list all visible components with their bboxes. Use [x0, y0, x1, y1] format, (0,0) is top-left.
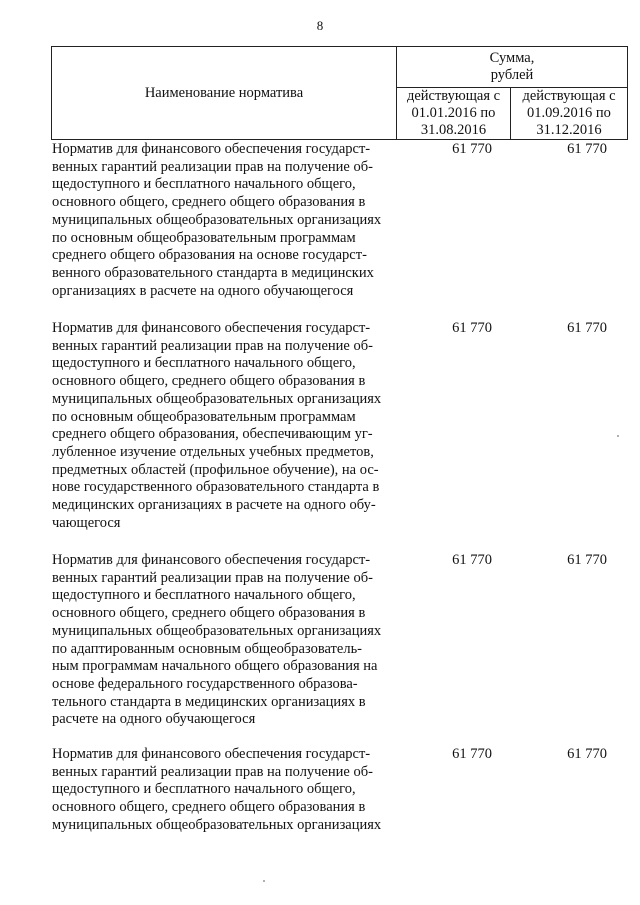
header-period1-cell: [397, 88, 511, 140]
header-name-label: Наименование норматива: [144, 84, 304, 101]
header-period2-cell: [511, 88, 628, 140]
scan-speck: [263, 880, 265, 882]
table-row: [52, 320, 632, 535]
value-period2: 61 770: [567, 320, 607, 336]
value-period1: 61 770: [452, 552, 492, 568]
value-period1: 61 770: [452, 141, 492, 157]
value-period2: 61 770: [567, 141, 607, 157]
header-sum-label: Сумма, рублей: [489, 50, 535, 83]
value-period2: 61 770: [567, 746, 607, 762]
norm-name: Норматив для финансового обеспечения государст- венных гарантий реализации прав на получение об- щедоступного и бесплатного начального общего, основного общего, среднего общего образования в муниципальных общеобразовательных организациях по основным общеобразовательным программам среднего общего образования на основе государст- венного образовательного стандарта в медицинских организациях в расчете на одного обучающегося: [52, 141, 382, 299]
header-period2-label: действующая с 01.09.2016 по 31.12.2016: [522, 88, 616, 138]
value-period1: 61 770: [452, 320, 492, 336]
header-name-cell: [52, 47, 397, 140]
table-header: [51, 46, 628, 140]
table-row: [52, 141, 632, 301]
table-row: [52, 552, 632, 732]
scan-speck: [617, 435, 619, 437]
norm-name: Норматив для финансового обеспечения государст- венных гарантий реализации прав на получение об- щедоступного и бесплатного начального общего, основного общего, среднего общего образования в муниципальных общеобразовательных организациях по основным общеобразовательным программам среднего общего образования, обеспечивающим уг- лубленное изучение отдельных учебных предметов, предметных областей (профильное обучение), на ос- нове государственного образовательного стандарта в медицинских организациях в расчете на одного обу- чающегося: [52, 320, 382, 531]
value-period1: 61 770: [452, 746, 492, 762]
norm-name: Норматив для финансового обеспечения государст- венных гарантий реализации прав на получение об- щедоступного и бесплатного начального общего, основного общего, среднего общего образования в муниципальных общеобразовательных организациях по адаптированным основным общеобразователь- ным программам начального общего образования на основе федерального государственного образова- тельного стандарта в медицинских организациях в расчете на одного обучающегося: [52, 552, 382, 728]
value-period2: 61 770: [567, 552, 607, 568]
header-period1-label: действующая с 01.01.2016 по 31.08.2016: [406, 88, 501, 138]
page-number: 8: [316, 18, 324, 33]
norm-name: Норматив для финансового обеспечения государст- венных гарантий реализации прав на получение об- щедоступного и бесплатного начального общего, основного общего, среднего общего образования в муниципальных общеобразовательных организациях: [52, 746, 382, 833]
table-row: [52, 746, 632, 838]
header-sum-cell: [397, 47, 628, 88]
